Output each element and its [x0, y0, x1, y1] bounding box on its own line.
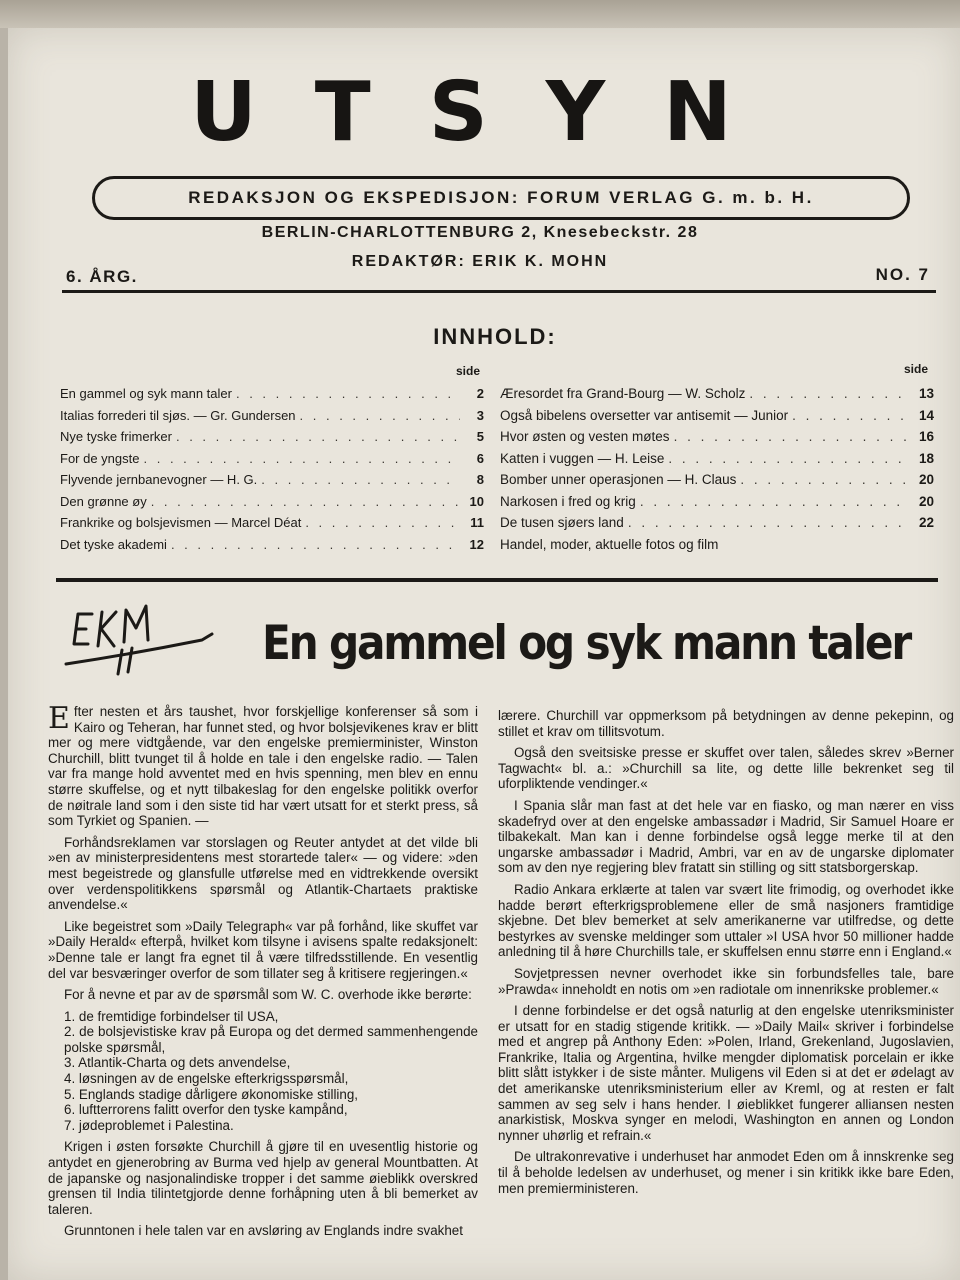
contents-entry-page: 5 [476, 429, 484, 444]
contents-entry [60, 405, 484, 427]
contents-entry-title: Katten i vuggen — H. Leise [500, 450, 665, 466]
list-item: 6. luftterrorens falitt overfor den tyske kampånd, [64, 1102, 348, 1118]
contents-entry-title: Frankrike og bolsjevismen — Marcel Déat [60, 515, 302, 530]
list-item: 7. jødeproblemet i Palestina. [64, 1117, 234, 1133]
contents-side-label-left: side [456, 364, 481, 378]
contents-entry-page: 3 [476, 407, 484, 423]
contents-entry [500, 426, 934, 448]
contents-heading: INNHOLD: [433, 324, 557, 349]
publisher-line: REDAKSJON OG EKSPEDISJON: FORUM VERLAG G. m. b. H. [188, 188, 814, 207]
article-paragraph: Krigen i østen forsøkte Churchill å gjøre til en uvesentlig historie og antydet en gjenerobring av Burma ved hjelp av general Mountbatten. At de japanske og nasjonalindiske tropper i det samme øieblikk overskred grensen til India tilintetgjorde denne forhåpning uten å bli bemerket av taleren. [48, 1139, 478, 1217]
editor-line: REDAKTØR: ERIK K. MOHN [351, 253, 609, 270]
contents-entry-page: 10 [469, 493, 484, 509]
contents-entry-leader [628, 512, 910, 534]
contents-side-label-right: side [904, 362, 929, 376]
contents-entry-page: 8 [476, 472, 484, 487]
contents-entry-title: Italias forrederi til sjøs. — Gr. Gundersen [60, 407, 296, 423]
contents-entry-page: 14 [918, 407, 934, 423]
section-divider [56, 578, 938, 582]
handwritten-signature [52, 594, 252, 694]
contents-entry-title: Det tyske akademi [60, 536, 167, 552]
volume-number: 6. ÅRG. [66, 267, 138, 286]
contents-entry-page: 20 [918, 493, 934, 509]
contents-entry-title: Narkosen i fred og krig [500, 493, 636, 509]
masthead-divider [62, 290, 936, 293]
contents-entry-leader [674, 426, 910, 448]
contents-entry-page: 22 [918, 515, 934, 530]
contents-entry [60, 512, 484, 534]
article-paragraph: lærere. Churchill var oppmerksom på betydningen av denne pekepinn, og stillet et krav om tillitsvotum. [498, 708, 954, 739]
article-paragraph: Grunntonen i hele talen var en avsløring av Englands indre svakhet [64, 1223, 463, 1239]
contents-entry [500, 383, 934, 405]
contents-entry-leader [668, 448, 910, 470]
contents-entry-page: 16 [918, 429, 934, 444]
article-paragraph: For å nevne et par av de spørsmål som W. C. overhode ikke berørte: [64, 987, 472, 1003]
contents-entry [60, 426, 484, 448]
contents-entry-title: Også bibelens oversetter var antisemit — Junior [500, 407, 789, 423]
contents-entry-page: 12 [469, 536, 484, 552]
contents-entry [500, 534, 934, 556]
contents-entry-page: 6 [476, 450, 484, 466]
list-item: 1. de fremtidige forbindelser til USA, [64, 1008, 279, 1024]
contents-entry [500, 469, 934, 491]
publisher-address: BERLIN-CHARLOTTENBURG 2, Knesebeckstr. 28 [261, 224, 699, 241]
contents-entry-title: De tusen sjøers land [500, 515, 624, 530]
contents-entry-leader [640, 491, 910, 513]
contents-entry-leader [176, 426, 460, 448]
article-paragraph: De ultrakonrevative i underhuset har anmodet Eden om å innskrenke seg til å beholde ledelsen av underhuset, og mener i sin kritikk ikke bare Eden, men premierministeren. [498, 1149, 954, 1196]
list-item: 4. løsningen av de engelske efterkrigsspørsmål, [64, 1071, 349, 1087]
contents-list-right [500, 383, 934, 555]
contents-entry-title: Hvor østen og vesten møtes [500, 429, 670, 444]
contents-entry [60, 491, 484, 513]
contents-entry-page: 13 [918, 386, 934, 401]
contents-entry-title: Æresordet fra Grand-Bourg — W. Scholz [500, 386, 746, 401]
article-column-left [48, 701, 478, 1245]
article-column-right [498, 708, 954, 1202]
publisher-box [92, 176, 910, 220]
contents-entry [500, 491, 934, 513]
contents-entry-leader [171, 534, 460, 556]
contents-list-left [60, 383, 484, 555]
article-paragraph: I Spania slår man fast at det hele var en fiasko, og man nærer en viss skadefryd over at den engelske ambassadør i Madrid, Sir Samuel Hoare er tilbakekalt. Man kan i denne forbindelse også legge merke til at den ungarske ambassadør i Madrid, Ambri, var en av de ungarske diplomater som av den nye regjering blev fratatt sin stilling og sitt statsborgerskap. [498, 797, 954, 876]
contents-entry-leader [236, 383, 460, 405]
contents-entry-page: 20 [918, 472, 934, 487]
contents-entry [60, 448, 484, 470]
list-item: 3. Atlantik-Charta og dets anvendelse, [64, 1055, 291, 1071]
contents-entry [60, 534, 484, 556]
contents-entry-title: Den grønne øy [60, 493, 147, 509]
contents-entry-title: Handel, moder, aktuelle fotos og film [500, 536, 719, 552]
page-top-edge [0, 0, 960, 28]
contents-entry-title: Bomber unner operasjonen — H. Claus [500, 472, 737, 487]
article-paragraph: Også den sveitsiske presse er skuffet over talen, således skrev »Berner Tagwacht« bl. a.: »Churchill sa lite, og dette lille bekrenket seg til uforpliktende vendinger.« [498, 745, 954, 792]
article-paragraph: Sovjetpressen nevner overhodet ikke sin forbundsfelles tale, bare »Prawda« inneholdt en notis om »en radiotale om innenrikske problemer.« [498, 965, 954, 997]
contents-entry [500, 512, 934, 534]
article-paragraph: I denne forbindelse er det også naturlig at den engelske utenriksminister er utsatt for en stadig stigende kritikk. — »Daily Mail« skriver i forbindelse med et angrep på Anthony Eden: »Polen, Irland, Grekenland, Jugoslavien, Frankrike, Italia og Argentina, hvilke mengder diplomatisk porcelain er ikke blitt slått istykker i de siste månter. Muligens vil Eden si at det er ødelagt av det amerikanske utenriksministerium eller av Kreml, og at resten er falt sammen av seg selv i hans hender. I øieblikket fungerer alliansen nesten anarkistisk, Moskva synger en melodi, Washington en annen og London nynner uhørlig et refrain.« [498, 1003, 954, 1143]
list-item: 2. de bolsjevistiske krav på Europa og det dermed sammenhengende polske spørsmål, [64, 1024, 478, 1055]
contents-entry [500, 448, 934, 470]
article-paragraph: Like begeistret som »Daily Telegraph« var på forhånd, like skuffet var »Daily Herald« efterpå, hvilket kom tilsyne i avisens spalte redaksjonelt: »Denne tale er langt fra egnet til å være tilfredsstillende. En vesentlig del var besværinger overfor de som tillater seg å kritisere regjeringen.« [48, 918, 478, 981]
article-paragraph: Efter nesten et års taushet, hvor forskjellige konferenser så som i Kairo og Teheran, har funnet sted, og hvor bolsjevikenes krav er blitt mer og mere vidtgående, var den engelske premierminister, Winston Churchill, blitt tvunget til å holde en tale i den engelske radio. — Talen var fra mange hold avventet med en hvis spenning, men blev en ennu større skuffelse, og et nytt tilbakeslag for den engelske politikk overfor de nøitrale land som i den siste tid har vært utsatt for et sterkt press, så som Tyrkiet og Spanien. — [48, 701, 478, 829]
contents-entry [60, 469, 484, 491]
list-item: 5. Englands stadige dårligere økonomiske stilling, [64, 1086, 359, 1102]
contents-entry-leader [792, 405, 910, 427]
contents-entry-leader [144, 448, 461, 470]
contents-entry-leader [300, 405, 460, 427]
article-headline: En gammel og syk mann taler [262, 616, 910, 671]
issue-number: NO. 7 [875, 265, 930, 284]
contents-entry-leader [749, 383, 910, 405]
contents-entry [60, 383, 484, 405]
contents-entry-page: 18 [918, 450, 934, 466]
contents-entry [500, 405, 934, 427]
contents-entry-leader [261, 469, 460, 491]
contents-entry-title: Nye tyske frimerker [60, 429, 172, 444]
contents-entry-leader [305, 512, 460, 534]
contents-entry-leader [740, 469, 910, 491]
article-paragraph: Forhåndsreklamen var storslagen og Reuter antydet at det vilde bli »en av ministerpresidentens mest storartede taler« — og videre: »den mest begeistrede og glansfulle utførelse med en vidtrekkende oversikt over verdenspolitikkens spørsmål og Atlantik-Chartaets praktiske anvendelse.« [48, 834, 478, 913]
unaddressed-issues-list [48, 1009, 478, 1134]
contents-entry-page: 11 [470, 515, 484, 530]
contents-entry-leader [151, 491, 460, 513]
contents-entry-title: En gammel og syk mann taler [60, 386, 232, 401]
contents-entry-title: For de yngste [60, 450, 140, 466]
contents-entry-title: Flyvende jernbanevogner — H. G. [60, 472, 258, 487]
article-paragraph: Radio Ankara erklærte at talen var svært lite frimodig, og overhodet ikke hadde berørt efterkrigsproblemene eller de små nasjoners framtidige skjebne. Det blev bemerket at selv amerikanerne var utilfredse, og dette bestyrkes av svenske meldinger som uttaler »I USA hvor 50 millioner hadde anledning til å høre Churchills tale, er skuffelsen ennu større enn i England.« [498, 881, 954, 960]
contents-entry-page: 2 [476, 386, 484, 401]
masthead-title: UTSYN [190, 65, 790, 160]
